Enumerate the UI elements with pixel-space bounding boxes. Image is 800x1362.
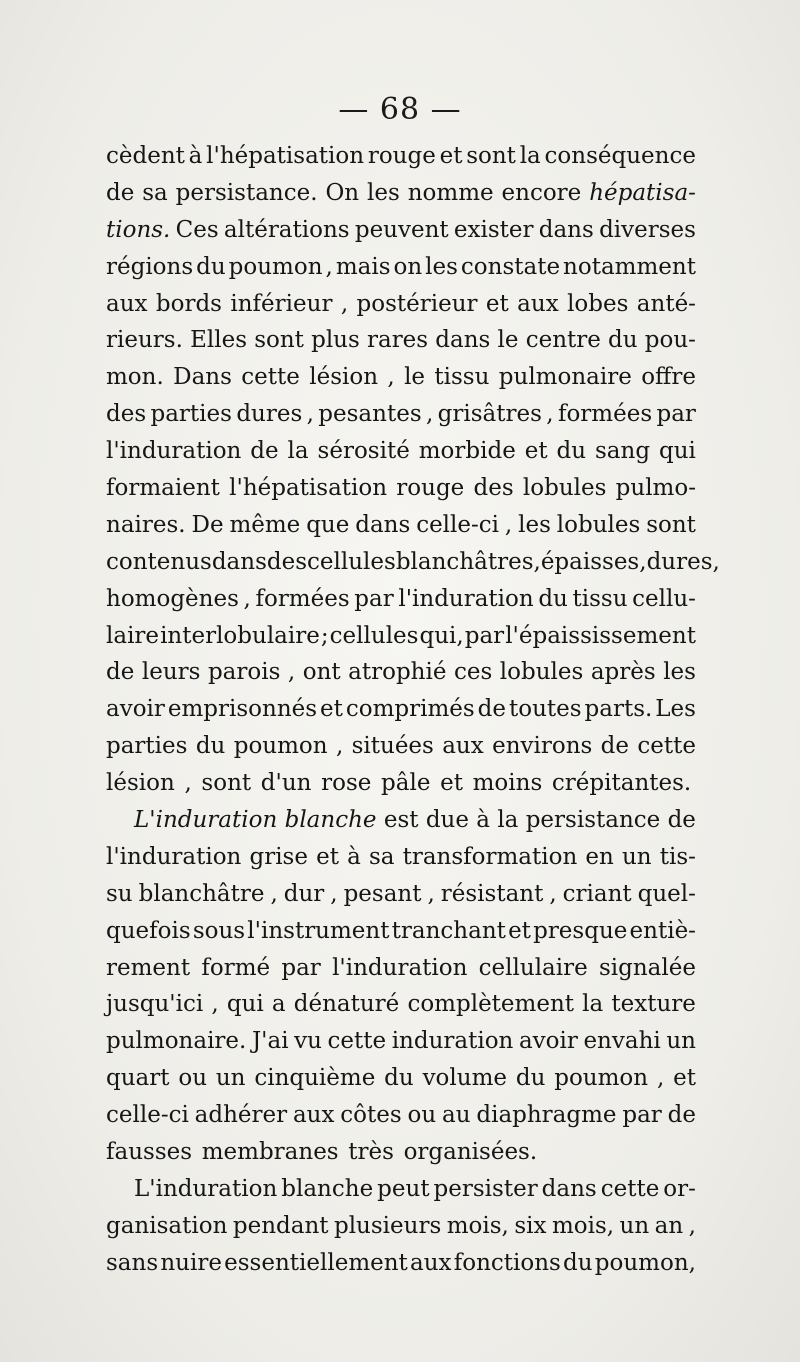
word: qui [226,991,264,1018]
word: aux [410,1249,452,1276]
word: celle-ci [416,511,500,538]
word: l'induration [332,954,468,981]
word: quart [106,1065,170,1092]
word: au [442,1102,471,1129]
word: jusqu'ici [106,991,204,1018]
word: naires. [106,511,186,538]
word: la [582,991,604,1018]
word: transformation [402,843,578,870]
word: et [485,290,509,317]
word: parois [207,659,281,686]
word: cette [637,733,696,760]
word: cellu- [632,585,696,612]
text-line [106,765,696,802]
word: poumon [554,1065,649,1092]
word: cette [241,364,300,391]
word: dures, [646,548,720,575]
word: conséquence [544,143,696,169]
word: du [538,585,568,612]
word: adhérer [194,1102,288,1129]
word: tis- [659,843,696,870]
word: des [106,401,147,428]
word: ou [407,1102,437,1129]
word: lésion [106,770,175,797]
word: est [383,807,419,834]
word: des [266,548,308,575]
text-line [106,1023,696,1060]
word: et [524,438,548,465]
word: du [196,253,226,280]
word: cette [327,1028,387,1055]
word: persistance. [175,179,318,206]
word: ces [453,659,493,686]
word: dans [435,327,491,354]
word: sont [466,143,516,169]
word: or- [663,1175,696,1202]
word: formé [201,954,271,981]
text-line [106,618,696,655]
word: poumon, [594,1249,696,1276]
word: les [518,511,551,538]
word: les [663,659,696,686]
word: environs [492,733,593,760]
word: poumon [233,733,328,760]
word: postérieur [356,290,478,317]
word: formées [255,585,350,612]
word: rares [366,327,429,354]
word: persistance [525,807,661,834]
word: formaient [106,475,220,502]
word: même [229,511,301,538]
text-line [106,1245,696,1282]
word: , [243,585,251,612]
word: ou [178,1065,208,1092]
word: contenus [106,548,212,575]
word: bords [155,290,222,317]
word: moins [472,770,543,797]
word: très [348,1139,394,1166]
word: mon. [106,364,164,391]
text-line [106,1171,696,1208]
word: que [306,511,350,538]
word: atrophié [348,659,447,686]
word: interlobulaire [160,622,320,649]
word: sont [646,511,696,538]
word: criant [562,880,632,907]
word: du [384,1065,414,1092]
word: lésion [309,364,379,391]
word: rose [321,770,372,797]
word: organisées. [403,1139,538,1166]
word: su [106,880,133,907]
word: fonctions [453,1249,561,1276]
word: tranchant [391,917,506,944]
word: à [188,143,203,169]
word: celle-ci [106,1102,189,1129]
word: par [464,622,505,649]
word: J'ai [251,1028,289,1055]
word: avoir [518,1028,578,1055]
word: laire [106,622,160,649]
word: à [347,843,361,870]
word: l'épaississement [505,622,696,649]
text-line [106,544,720,581]
word: par [354,585,394,612]
word: emprisonnés [167,696,318,723]
text-line [106,396,696,433]
text-line [106,986,696,1023]
word: exister [453,216,534,243]
word: l'induration [398,585,534,612]
word: aux [106,290,148,317]
word: , [425,401,434,428]
word: mais [335,253,391,280]
word: six [514,1212,547,1239]
word: pulmo- [615,475,696,502]
word: pendant [232,1212,329,1239]
word: sa [142,179,168,206]
word: un [619,1212,650,1239]
text-line [106,691,696,728]
word: fausses [106,1139,193,1166]
word: par [281,954,321,981]
text-line [106,433,696,470]
text-line [106,876,696,913]
word: , [546,401,554,428]
word: toutes [508,696,582,723]
word: sa [368,843,395,870]
word: rouge [396,475,465,502]
word: qui [658,438,696,465]
text-line [106,359,696,396]
word: diaphragme [476,1102,617,1129]
text-line [106,1097,696,1134]
word: sans [106,1249,159,1276]
word: de [250,438,279,465]
word: dans [211,548,267,575]
word: , [504,511,513,538]
word: de [106,659,135,686]
word: et [673,1065,696,1092]
word: rouge [367,143,436,169]
word: , [270,880,278,907]
word: et [439,143,463,169]
word: dures [236,401,303,428]
word: et [320,696,343,723]
word: et [440,770,463,797]
word: pesantes [318,401,422,428]
word: cellules [307,548,396,575]
word: le [497,327,519,354]
word: encore [501,179,582,206]
word: un [621,843,652,870]
word: , [549,880,557,907]
word: qui, [419,622,464,649]
word: du [556,438,587,465]
word: sont [254,327,304,354]
word: parts. [584,696,653,723]
word: et [508,917,531,944]
word: leurs [141,659,201,686]
word: anté- [636,290,696,317]
word: induration [391,1028,514,1055]
word: avoir [106,696,165,723]
word: du [563,1249,593,1276]
word: la [287,438,309,465]
word: tions. [106,216,171,243]
text-line [106,138,696,175]
body-text [106,138,720,1282]
word: pâle [381,770,431,797]
word: l'hépatisation [229,475,388,502]
word: plus [311,327,360,354]
text-line [106,802,696,839]
word: aux [292,1102,335,1129]
word: persister [433,1175,538,1202]
word: , [306,401,314,428]
text-line [106,654,696,691]
text-line [106,950,696,987]
word: aux [517,290,559,317]
text-line [106,839,696,876]
word: par [622,1102,662,1129]
word: diverses [599,216,696,243]
word: lobules [522,475,607,502]
word: quel- [637,880,696,907]
word: l'induration [106,843,242,870]
word: Dans [173,364,232,391]
word: essentiellement [224,1249,408,1276]
text-line [106,322,696,359]
text-line [106,286,696,323]
text-line [106,212,696,249]
word: situées [351,733,434,760]
word: signalée [598,954,696,981]
word: , [325,253,333,280]
word: a [271,991,286,1018]
word: membranes [201,1139,339,1166]
text-line [106,507,696,544]
word: envahi [583,1028,661,1055]
word: côtes [340,1102,402,1129]
word: formées [557,401,653,428]
word: régions [106,253,194,280]
word: parties [106,733,188,760]
word: L'induration [134,1175,278,1202]
word: de [667,1102,696,1129]
word: crépitantes. [551,770,692,797]
word: texture [611,991,696,1018]
word: centre [525,327,601,354]
word: , [287,659,296,686]
word: , [656,1065,665,1092]
word: l'hépatisation [206,143,365,169]
text-line [106,1060,696,1097]
word: quefois [106,917,191,944]
word: dur [283,880,325,907]
text-line [106,581,696,618]
word: blanchâtre [138,880,265,907]
word: offre [641,364,696,391]
word: complètement [407,991,575,1018]
word: pesant [343,880,422,907]
word: Elles [190,327,247,354]
word: aux [442,733,484,760]
word: , [184,770,192,797]
word: dans [541,1175,597,1202]
word: ont [302,659,341,686]
text-line [106,728,696,765]
word: altérations [223,216,350,243]
word: peuvent [354,216,449,243]
word: grisâtres [437,401,542,428]
word: du [515,1065,546,1092]
word: mois, [551,1212,615,1239]
word: On [325,179,360,206]
word: Les [655,696,696,723]
word: plusieurs [333,1212,442,1239]
word: l'induration [106,438,242,465]
word: l'instrument [247,917,390,944]
word: de [600,733,630,760]
word: rieurs. [106,327,183,354]
word: L'induration [134,807,278,834]
word: épaisses, [540,548,647,575]
text-line [106,913,696,950]
word: un [666,1028,696,1055]
word: poumon [228,253,323,280]
word: grise [249,843,308,870]
word: lobes [567,290,629,317]
word: comprimés [345,696,475,723]
text-line [106,1134,696,1171]
word: parties [150,401,232,428]
word: à [476,807,490,834]
word: d'un [260,770,312,797]
word: dénaturé [293,991,400,1018]
word: blanche [281,1175,374,1202]
word: sérosité [317,438,410,465]
word: dans [538,216,594,243]
word: nuire [160,1249,222,1276]
word: ganisation [106,1212,228,1239]
word: en [585,843,614,870]
word: résistant [440,880,544,907]
word: les [367,179,400,206]
word: hépatisa- [589,179,696,206]
word: le [404,364,426,391]
word: , [330,880,338,907]
word: inférieur [230,290,333,317]
word: sous [192,917,246,944]
word: Ces [175,216,219,243]
word: la [497,807,519,834]
word: par [656,401,696,428]
word: , [387,364,395,391]
word: , [340,290,349,317]
word: lobules [499,659,584,686]
word: on [393,253,423,280]
word: tissu [434,364,490,391]
word: cellules [329,622,419,649]
text-line [106,1208,696,1245]
word: homogènes [106,585,239,612]
word: presque [533,917,628,944]
word: sont [201,770,252,797]
word: morbide [418,438,516,465]
word: rement [106,954,191,981]
word: ; [320,622,329,649]
word: de [106,179,135,206]
word: les [425,253,458,280]
word: des [473,475,514,502]
word: blanchâtres, [395,548,541,575]
word: due [425,807,469,834]
word: vu [294,1028,322,1055]
text-line [106,249,696,286]
word: entiè- [629,917,696,944]
word: nomme [407,179,494,206]
word: pulmonaire. [106,1028,247,1055]
word: cellulaire [478,954,588,981]
word: an [654,1212,684,1239]
word: un [215,1065,246,1092]
word: blanche [284,807,377,834]
word: du [608,327,638,354]
word: notamment [563,253,696,280]
word: et [316,843,339,870]
page-number: — 68 — [338,92,462,127]
word: constate [460,253,561,280]
word: mois, [446,1212,509,1239]
text-line [106,470,696,507]
word: de [667,807,696,834]
word: tissu [572,585,628,612]
word: cèdent [106,143,185,169]
word: sang [595,438,651,465]
word: , [427,880,435,907]
text-line [106,175,696,212]
word: pou- [644,327,696,354]
word: dans [355,511,411,538]
word: la [519,143,541,169]
word: cette [600,1175,660,1202]
word: après [590,659,656,686]
word: volume [422,1065,507,1092]
word: De [191,511,224,538]
word: , [335,733,344,760]
word: lobules [556,511,641,538]
word: peut [377,1175,430,1202]
word: , [211,991,219,1018]
word: cinquième [254,1065,376,1092]
word: de [477,696,507,723]
word: , [688,1212,696,1239]
word: du [195,733,226,760]
word: pulmonaire [498,364,632,391]
